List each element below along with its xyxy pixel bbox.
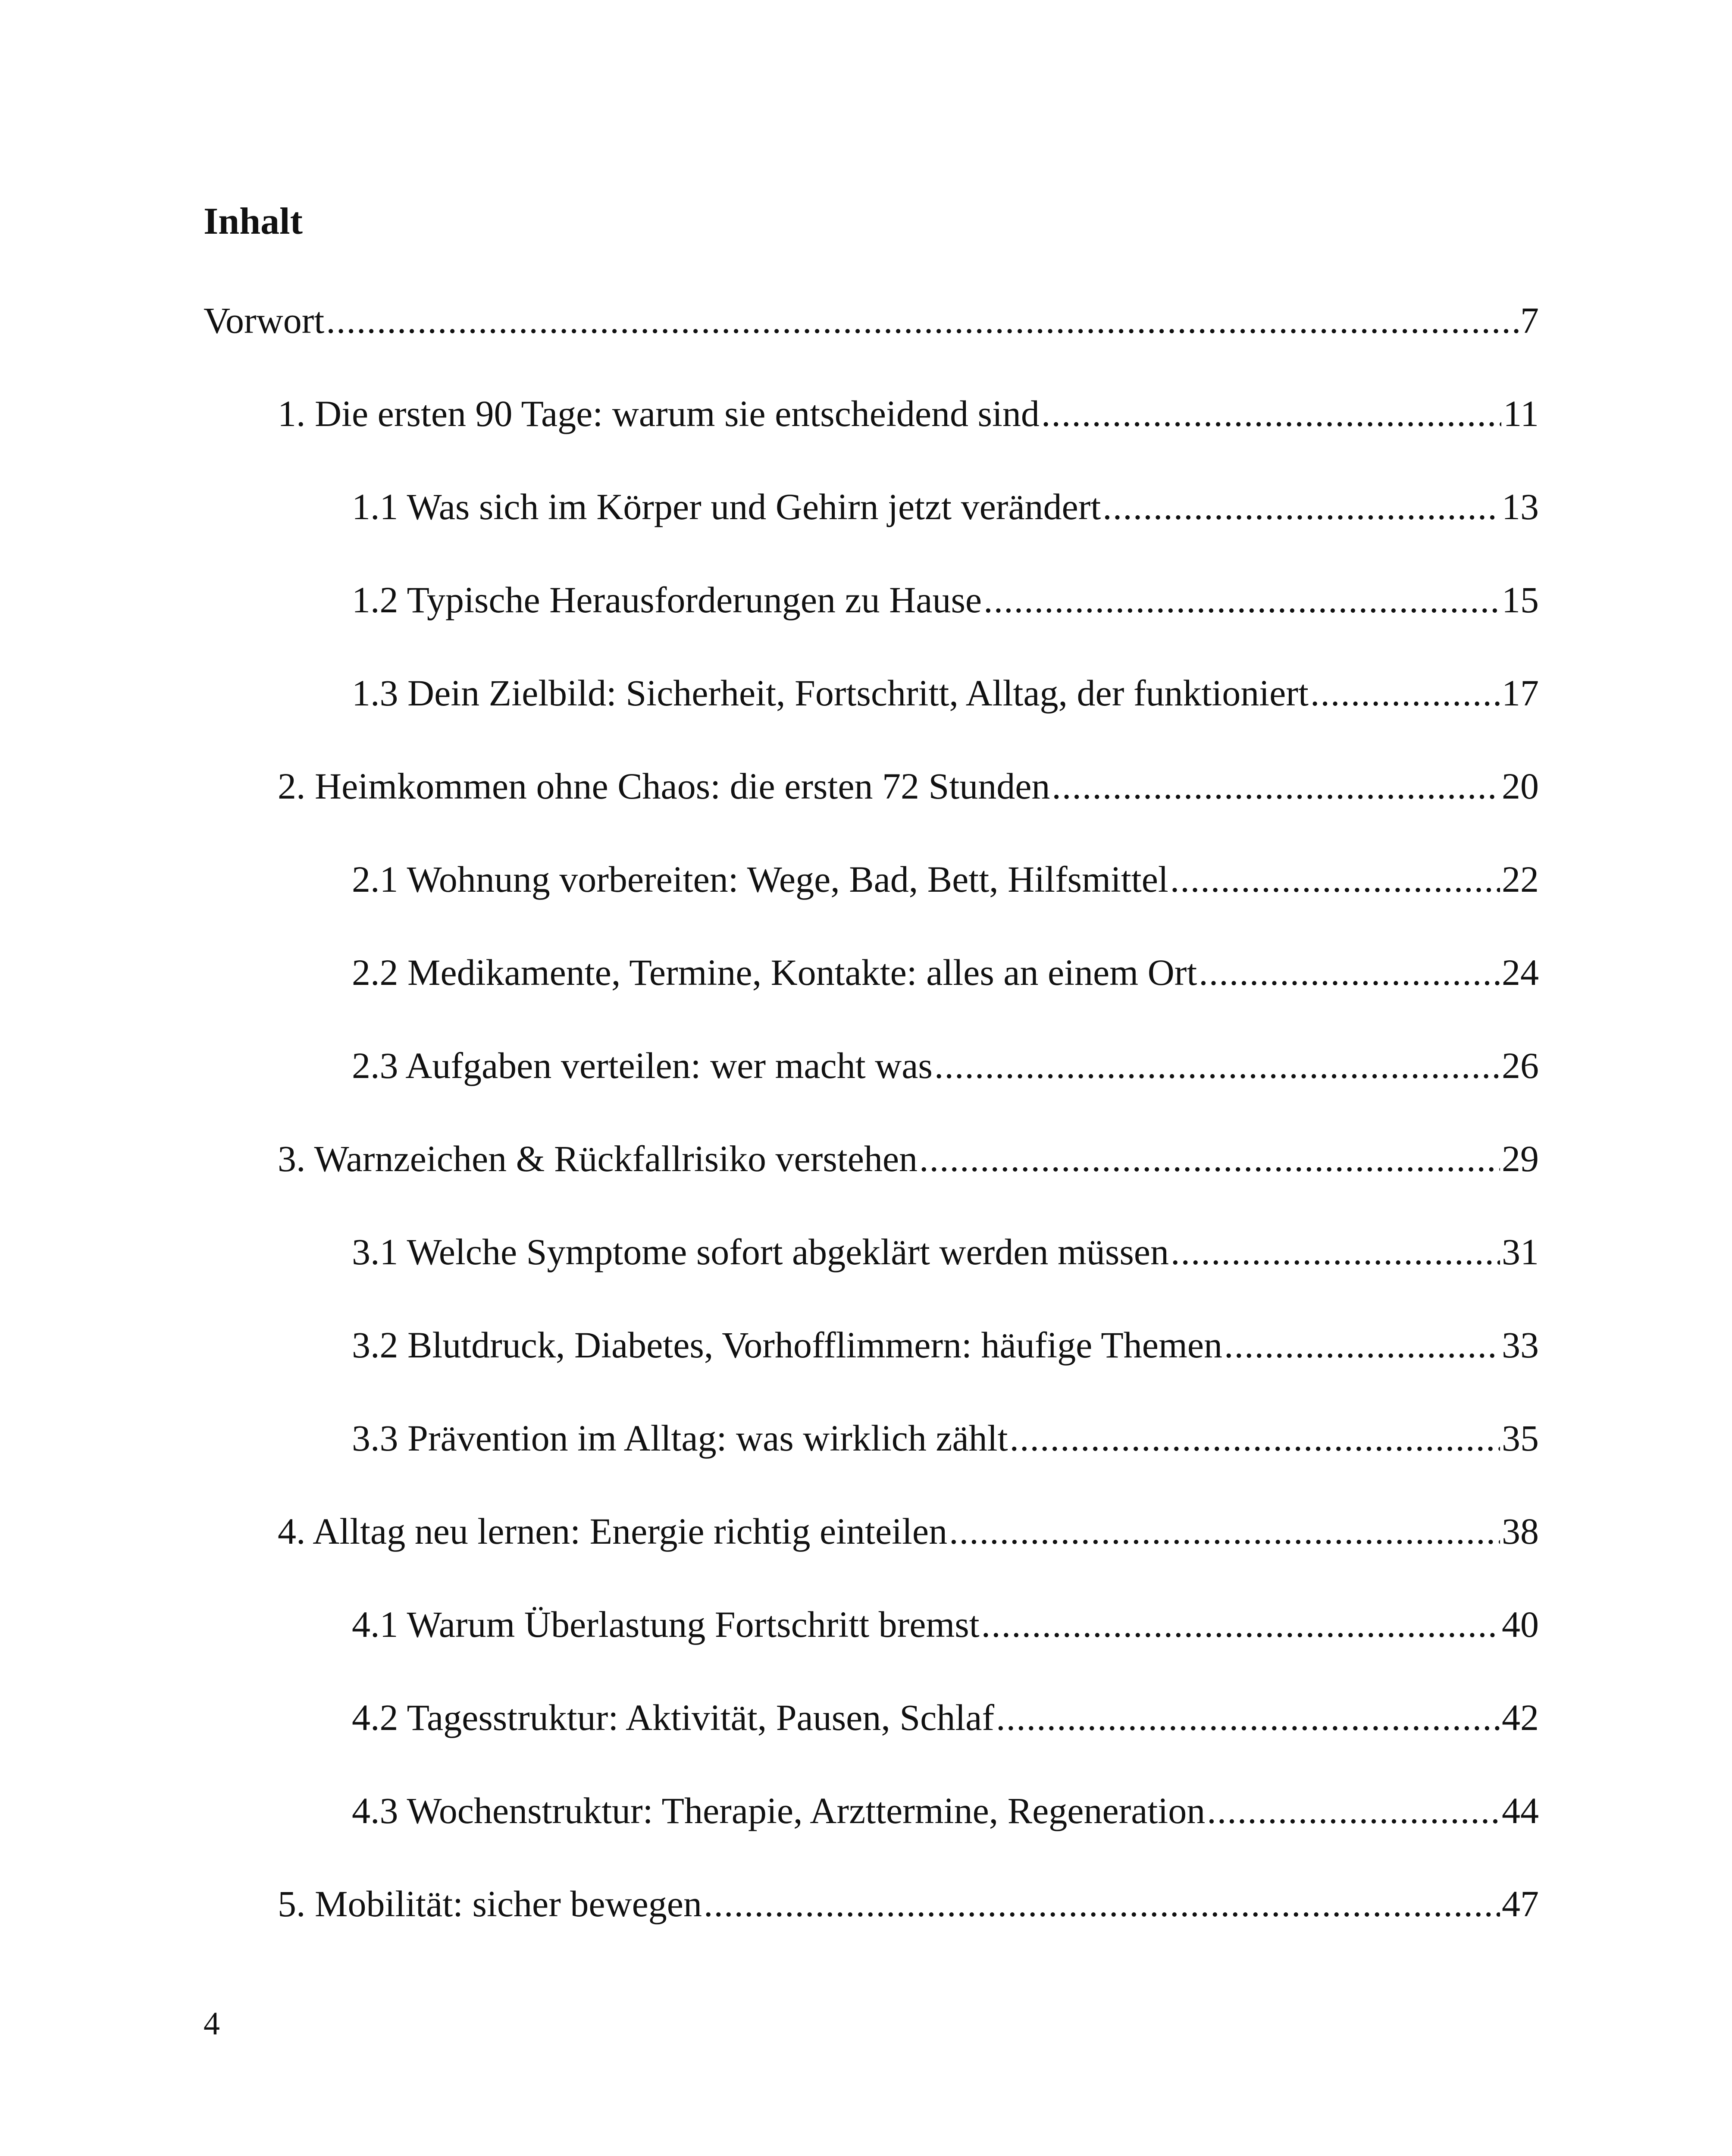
toc-entry-page: 47 xyxy=(1502,1883,1539,1924)
toc-dot-leader xyxy=(704,1885,1500,1922)
toc-dot-leader xyxy=(1009,1420,1500,1457)
toc-entry[interactable] xyxy=(352,581,1539,618)
toc-entry[interactable] xyxy=(278,765,1539,807)
toc-entry-title: 4. Alltag neu lernen: Energie richtig einteilen xyxy=(278,1510,948,1552)
toc-entry-title: Vorwort xyxy=(204,300,325,341)
toc-entry[interactable] xyxy=(278,1140,1539,1177)
toc-entry-title: 1. Die ersten 90 Tage: warum sie entscheidend sind xyxy=(278,393,1040,434)
toc-entry-page: 11 xyxy=(1503,393,1539,434)
toc-dot-leader xyxy=(1310,674,1500,711)
toc-entry[interactable] xyxy=(278,1510,1539,1552)
toc-entry-page: 40 xyxy=(1502,1604,1539,1645)
toc-entry-page: 22 xyxy=(1502,859,1539,900)
toc-entry-title: 2.1 Wohnung vorbereiten: Wege, Bad, Bett, Hilfsmittel xyxy=(352,859,1168,900)
toc-entry[interactable] xyxy=(352,1699,1539,1736)
toc-dot-leader xyxy=(1102,488,1500,525)
toc-entry-title: 2.2 Medikamente, Termine, Kontakte: alles an einem Ort xyxy=(352,952,1197,993)
toc-entry-page: 24 xyxy=(1502,952,1539,993)
page-number: 4 xyxy=(204,2006,220,2042)
toc-dot-leader xyxy=(949,1513,1500,1550)
toc-dot-leader xyxy=(1171,1233,1500,1270)
toc-entry-page: 7 xyxy=(1520,300,1539,341)
toc-dot-leader xyxy=(996,1699,1500,1736)
toc-dot-leader xyxy=(934,1047,1500,1084)
toc-entry-page: 15 xyxy=(1502,579,1539,620)
toc-entry-title: 4.2 Tagesstruktur: Aktivität, Pausen, Schlaf xyxy=(352,1697,995,1738)
toc-entry-title: 1.1 Was sich im Körper und Gehirn jetzt verändert xyxy=(352,486,1101,527)
toc-entry[interactable] xyxy=(352,954,1539,991)
toc-dot-leader xyxy=(1224,1326,1500,1363)
toc-entry[interactable] xyxy=(352,861,1539,898)
toc-entry-title: 5. Mobilität: sicher bewegen xyxy=(278,1883,702,1924)
toc-entry-title: 1.2 Typische Herausforderungen zu Hause xyxy=(352,579,982,620)
toc-entry-page: 29 xyxy=(1502,1138,1539,1179)
toc-entry[interactable] xyxy=(278,1885,1539,1922)
toc-entry[interactable] xyxy=(352,1417,1539,1459)
toc-dot-leader xyxy=(1170,861,1500,898)
toc-entry-title: 3.2 Blutdruck, Diabetes, Vorhofflimmern: häufige Themen xyxy=(352,1324,1223,1366)
toc-entry-page: 35 xyxy=(1502,1417,1539,1459)
toc-entry-page: 33 xyxy=(1502,1324,1539,1366)
toc-entry-page: 38 xyxy=(1502,1510,1539,1552)
toc-entry[interactable] xyxy=(352,672,1539,714)
toc-entry[interactable] xyxy=(352,1606,1539,1643)
toc-dot-leader xyxy=(1052,768,1500,805)
toc-entry-title: 3.1 Welche Symptome sofort abgeklärt werden müssen xyxy=(352,1231,1169,1272)
toc-entry[interactable] xyxy=(352,1047,1539,1084)
toc-entry-title: 2. Heimkommen ohne Chaos: die ersten 72 Stunden xyxy=(278,765,1050,807)
toc-entry[interactable] xyxy=(352,488,1539,525)
toc-entry[interactable] xyxy=(352,1233,1539,1270)
toc-entry[interactable] xyxy=(278,395,1539,432)
toc-dot-leader xyxy=(1199,954,1500,991)
toc-dot-leader xyxy=(1207,1792,1500,1829)
toc-dot-leader xyxy=(981,1606,1500,1643)
toc-entry-page: 44 xyxy=(1502,1790,1539,1831)
toc-entry-page: 31 xyxy=(1502,1231,1539,1272)
toc-entry-page: 26 xyxy=(1502,1045,1539,1086)
toc-entry-page: 42 xyxy=(1502,1697,1539,1738)
toc-entry-title: 4.1 Warum Überlastung Fortschritt bremst xyxy=(352,1604,980,1645)
toc-entry-title: 3.3 Prävention im Alltag: was wirklich zählt xyxy=(352,1417,1008,1459)
toc-dot-leader xyxy=(326,302,1519,339)
toc-entry[interactable] xyxy=(352,1792,1539,1829)
toc-entry[interactable] xyxy=(204,302,1539,339)
toc-entry[interactable] xyxy=(352,1324,1539,1366)
toc-entry-page: 13 xyxy=(1502,486,1539,527)
toc-entry-page: 17 xyxy=(1502,672,1539,714)
toc-dot-leader xyxy=(919,1140,1500,1177)
toc-entry-page: 20 xyxy=(1502,765,1539,807)
toc-dot-leader xyxy=(983,581,1500,618)
toc-heading: Inhalt xyxy=(204,201,303,242)
toc-entry-title: 1.3 Dein Zielbild: Sicherheit, Fortschritt, Alltag, der funktioniert xyxy=(352,672,1309,714)
toc-dot-leader xyxy=(1041,395,1501,432)
toc-entry-title: 4.3 Wochenstruktur: Therapie, Arzttermine, Regeneration xyxy=(352,1790,1206,1831)
toc-entry-title: 2.3 Aufgaben verteilen: wer macht was xyxy=(352,1045,933,1086)
toc-entry-title: 3. Warnzeichen & Rückfallrisiko verstehen xyxy=(278,1138,918,1179)
